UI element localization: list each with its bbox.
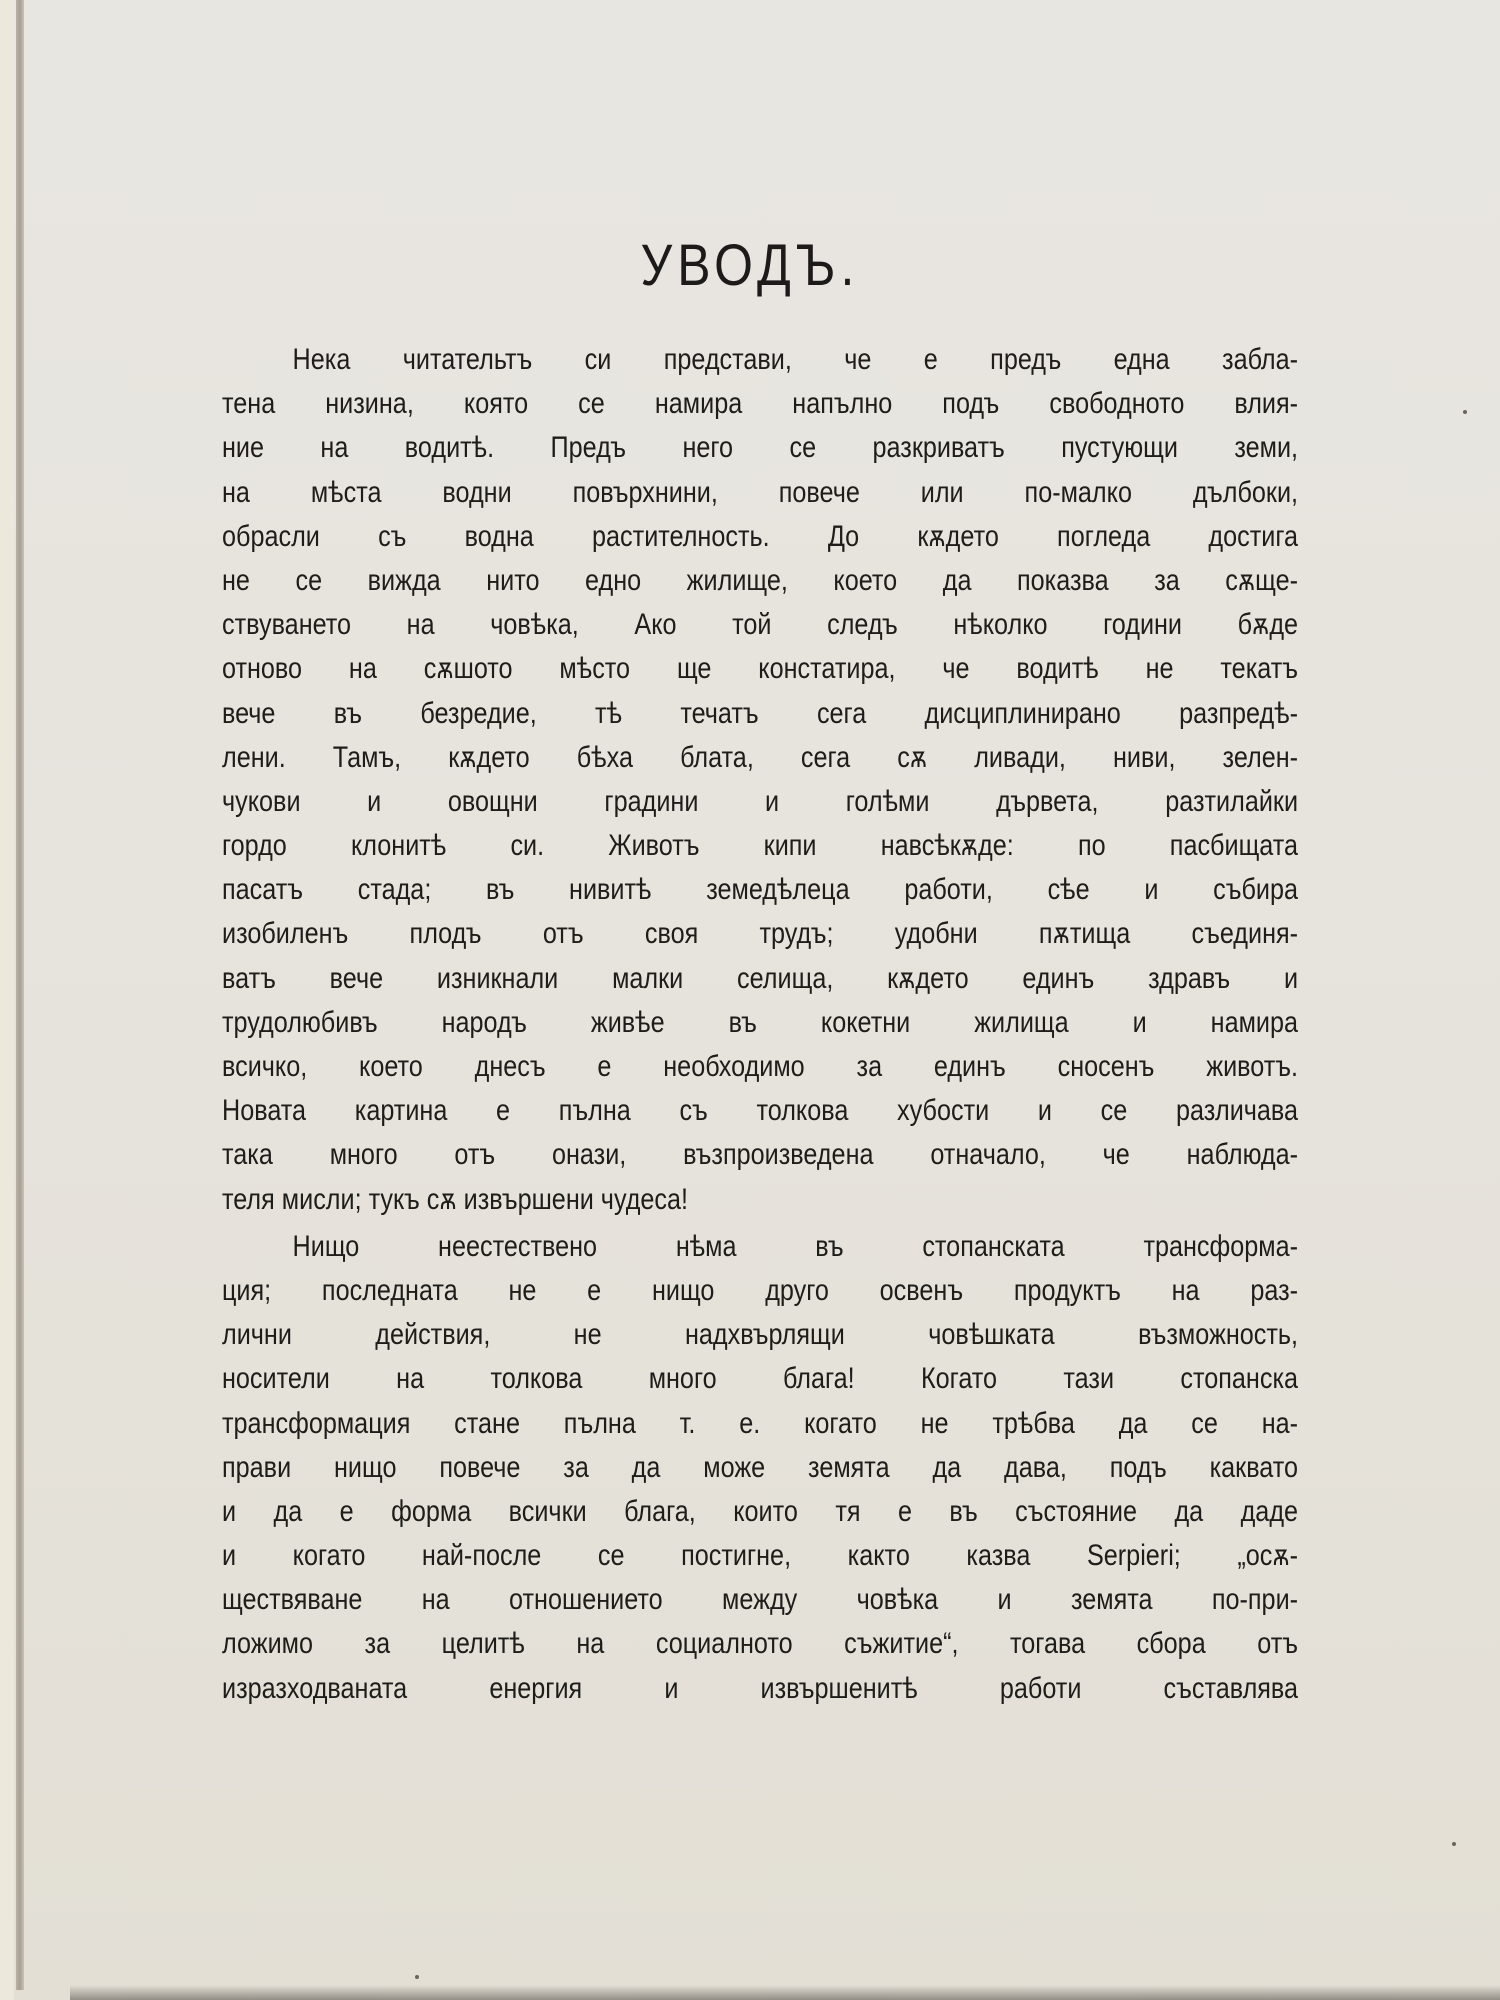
text-line: така много отъ онази, възпроизведена отначало, че наблюда- <box>222 1138 1299 1172</box>
chapter-title: УВОДЪ. <box>640 233 860 298</box>
text-line: изобиленъ плодъ отъ своя трудъ; удобни пѫтища съединя- <box>222 917 1299 951</box>
text-line: чукови и овощни градини и голѣми дървета, разтилайки <box>222 784 1299 818</box>
text-line: всичко, което днесъ е необходимо за единъ сносенъ животъ. <box>222 1050 1299 1083</box>
page-bottom-shadow <box>70 1985 1500 2000</box>
text-line: Нека читательтъ си представи, че е предъ една забла- <box>292 343 1299 376</box>
text-line: пасатъ стада; въ нивитѣ земедѣлеца работи, сѣе и събира <box>222 873 1299 907</box>
text-line: ствуването на човѣка, Ако той следъ нѣколко години бѫде <box>222 608 1299 642</box>
text-line: ложимо за целитѣ на социалното съжитие“, тогава сбора отъ <box>222 1627 1299 1661</box>
text-line: вече въ безредие, тѣ течатъ сега дисциплинирано разпредѣ- <box>222 696 1299 730</box>
paragraph-1 <box>222 338 1298 1222</box>
paper-speck <box>1452 1842 1456 1846</box>
text-line: обрасли съ водна растителность. До кѫдето погледа достига <box>222 519 1299 553</box>
text-line: тена низина, която се намира напълно подъ свободното влия- <box>222 387 1299 421</box>
paragraph-2 <box>222 1225 1298 1711</box>
text-line: ватъ вече изникнали малки селища, кѫдето единъ здравъ и <box>222 961 1299 995</box>
text-line: лени. Тамъ, кѫдето бѣха блата, сега сѫ ливади, ниви, зелен- <box>222 740 1299 774</box>
text-line: отново на сѫшото мѣсто ще констатира, че водитѣ не текатъ <box>222 652 1299 686</box>
text-line: на мѣста водни повърхнини, повече или по-малко дълбоки, <box>222 475 1299 509</box>
text-line: носители на толкова много блага! Когато тази стопанска <box>222 1362 1299 1396</box>
text-line: теля мисли; тукъ сѫ извършени чудеса! <box>222 1182 689 1216</box>
text-line: трансформация стане пълна т. е. когато не трѣбва да се на- <box>222 1406 1299 1440</box>
text-line: трудолюбивъ народъ живѣе въ кокетни жилища и намира <box>222 1005 1299 1039</box>
binding-gutter <box>16 0 24 1990</box>
text-line: и когато най-после се постигне, както казва Serpieri; „осѫ- <box>222 1539 1299 1573</box>
paper-speck <box>415 1975 419 1979</box>
text-line: гордо клонитѣ си. Животъ кипи навсѣкѫде: по пасбищата <box>222 829 1299 863</box>
text-line: лични действия, не надхвърлящи човѣшката възможность, <box>222 1318 1299 1352</box>
text-line: и да е форма всички блага, които тя е въ състояние да даде <box>222 1494 1299 1528</box>
text-line: не се вижда нито едно жилище, което да показва за сѫще- <box>222 563 1299 597</box>
page-edge <box>0 0 14 2000</box>
text-line: Новата картина е пълна съ толкова хубости и се различава <box>222 1094 1299 1128</box>
paper-speck <box>1463 410 1467 414</box>
text-line: прави нищо повече за да може земята да дава, подъ каквато <box>222 1450 1299 1484</box>
text-line: ществяване на отношението между човѣка и земята по-при- <box>222 1583 1299 1617</box>
text-line: ние на водитѣ. Предъ него се разкриватъ пустующи земи, <box>222 431 1299 465</box>
text-line: Нищо неестествено нѣма въ стопанската трансформа- <box>292 1229 1299 1263</box>
text-line: изразходваната енергия и извършенитѣ работи съставлява <box>222 1671 1299 1705</box>
body-text <box>222 338 1298 1711</box>
text-line: ция; последната не е нищо друго освенъ продуктъ на раз- <box>222 1273 1299 1307</box>
